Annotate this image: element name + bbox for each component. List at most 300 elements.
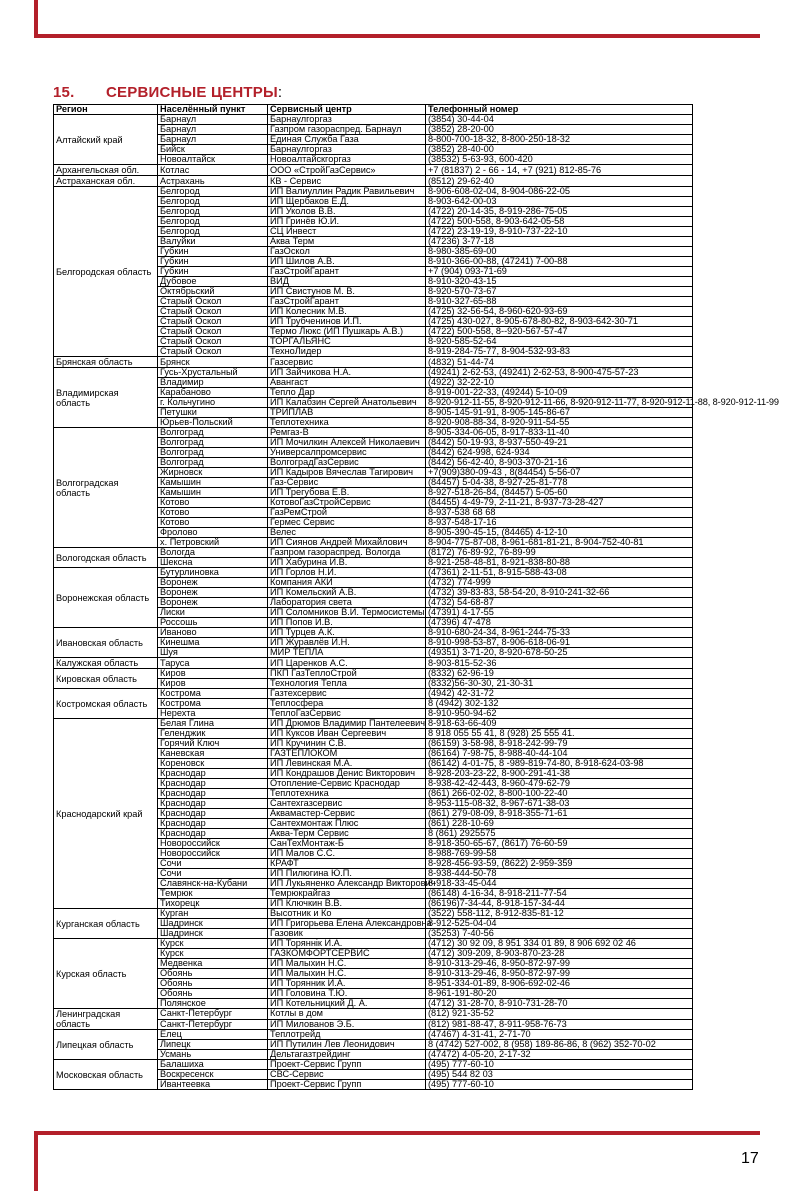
city-cell: Иваново — [158, 628, 268, 638]
city-cell: Тихорецк — [158, 899, 268, 909]
phone-cell: 8-906-608-02-04, 8-904-086-22-05 — [426, 187, 693, 197]
service-center-cell: КВ - Сервис — [268, 176, 426, 187]
phone-cell: (8332)56-30-30, 21-30-31 — [426, 679, 693, 689]
city-cell: Геленджик — [158, 729, 268, 739]
service-center-cell: ИП Хабурина И.В. — [268, 558, 426, 568]
city-cell: Гусь-Хрустальный — [158, 368, 268, 378]
phone-cell: 8-921-258-48-81, 8-921-838-80-88 — [426, 558, 693, 568]
region-cell: Воронежская область — [54, 568, 158, 628]
city-cell: Медвенка — [158, 959, 268, 969]
city-cell: Дубовое — [158, 277, 268, 287]
service-center-cell: Газовик — [268, 929, 426, 939]
phone-cell: (35253) 7-40-56 — [426, 929, 693, 939]
service-center-cell: ИП Котельницкий Д. А. — [268, 999, 426, 1009]
city-cell: х. Петровский — [158, 538, 268, 548]
phone-cell: 8 (4742) 527-002, 8 (958) 189-86-86, 8 (962) 352-70-02 — [426, 1040, 693, 1050]
region-cell: Волгоградская область — [54, 428, 158, 548]
phone-cell: (4712) 30 92 09, 8 951 334 01 89, 8 906 692 02 46 — [426, 939, 693, 949]
phone-cell: (3522) 558-112, 8-912-835-81-12 — [426, 909, 693, 919]
city-cell: Губкин — [158, 267, 268, 277]
phone-cell: 8-953-115-08-32, 8-967-671-38-03 — [426, 799, 693, 809]
phone-cell: 8 918 055 55 41, 8 (928) 25 555 41. — [426, 729, 693, 739]
city-cell: Волгоград — [158, 438, 268, 448]
city-cell: Белгород — [158, 207, 268, 217]
phone-cell: 8-928-203-23-22, 8-900-291-41-38 — [426, 769, 693, 779]
phone-cell: (86196)7-34-44, 8-918-157-34-44 — [426, 899, 693, 909]
service-center-cell: ИП Горлов Н.И. — [268, 568, 426, 578]
service-center-cell: ГАЗКОМФОРТСЕРВИС — [268, 949, 426, 959]
table-row — [54, 176, 693, 187]
phone-cell: 8-910-313-29-46, 8-950-872-97-99 — [426, 969, 693, 979]
phone-cell: (8332) 62-96-19 — [426, 669, 693, 679]
city-cell: Каневская — [158, 749, 268, 759]
city-cell: Воронеж — [158, 598, 268, 608]
service-center-cell: Сантехгазсервис — [268, 799, 426, 809]
table-row — [54, 628, 693, 638]
service-center-cell: ИП Малыхин Н.С. — [268, 959, 426, 969]
city-cell: Шадринск — [158, 929, 268, 939]
city-cell: Бутурлиновка — [158, 568, 268, 578]
phone-cell: +7 (904) 093-71-69 — [426, 267, 693, 277]
city-cell: Старый Оскол — [158, 297, 268, 307]
phone-cell: 8-910-313-29-46, 8-950-872-97-99 — [426, 959, 693, 969]
service-center-cell: Универсалпромсервис — [268, 448, 426, 458]
service-center-cell: ИП Пилюгина Ю.П. — [268, 869, 426, 879]
phone-cell: (4722) 500-558, 8-903-642-05-58 — [426, 217, 693, 227]
city-cell: Брянск — [158, 357, 268, 368]
service-center-cell: ИП Лукьяненко Александр Викторович — [268, 879, 426, 889]
table-row — [54, 368, 693, 378]
city-cell: Горячий Ключ — [158, 739, 268, 749]
phone-cell: (861) 279-08-09, 8-918-355-71-61 — [426, 809, 693, 819]
service-center-cell: ИП Зайчикова Н.А. — [268, 368, 426, 378]
table-body — [54, 114, 779, 1090]
service-center-cell: ТехноЛидер — [268, 347, 426, 357]
service-center-cell: ИП Трубченинов И.П. — [268, 317, 426, 327]
phone-cell: (8442) 50-19-93, 8-937-550-49-21 — [426, 438, 693, 448]
phone-cell: (4712) 309-209, 8-903-870-23-28 — [426, 949, 693, 959]
region-cell: Белгородская область — [54, 187, 158, 357]
city-cell: Старый Оскол — [158, 317, 268, 327]
city-cell: Старый Оскол — [158, 327, 268, 337]
service-center-cell: ИП Шилов А.В. — [268, 257, 426, 267]
service-center-cell: ИП Журавлёв И.Н. — [268, 638, 426, 648]
region-cell: Алтайский край — [54, 115, 158, 165]
phone-cell: 8-937-538 68 68 — [426, 508, 693, 518]
table-row — [54, 568, 693, 578]
city-cell: г. Кольчугино — [158, 398, 268, 408]
service-center-cell: ИП Трегубова Е.В. — [268, 488, 426, 498]
phone-cell: (47236) 3-77-18 — [426, 237, 693, 247]
city-cell: Волгоград — [158, 448, 268, 458]
city-cell: Белая Глина — [158, 719, 268, 729]
service-center-cell: Аква Терм — [268, 237, 426, 247]
region-cell: Курская область — [54, 939, 158, 1009]
city-cell: Старый Оскол — [158, 307, 268, 317]
service-center-cell: ГазСтройГарант — [268, 297, 426, 307]
section-heading — [53, 84, 282, 101]
phone-cell: 8-905-145-91-91, 8-905-145-86-67 — [426, 408, 693, 418]
city-cell: Краснодар — [158, 769, 268, 779]
city-cell: Карабаново — [158, 388, 268, 398]
city-cell: Валуйки — [158, 237, 268, 247]
city-cell: Вологда — [158, 548, 268, 558]
phone-cell: 8-910-327-65-88 — [426, 297, 693, 307]
city-cell: Старый Оскол — [158, 347, 268, 357]
phone-cell: (4725) 430-027, 8-905-678-80-82, 8-903-642-30-71 — [426, 317, 693, 327]
city-cell: Сочи — [158, 869, 268, 879]
table-row — [54, 1030, 693, 1040]
city-cell: Барнаул — [158, 125, 268, 135]
city-cell: Россошь — [158, 618, 268, 628]
table-row — [54, 115, 693, 125]
section-number: 15. — [53, 84, 75, 101]
table-row — [54, 1060, 693, 1070]
service-center-cell: КРАФТ — [268, 859, 426, 869]
table-row — [54, 548, 693, 558]
city-cell: Бийск — [158, 145, 268, 155]
region-cell: Владимирская область — [54, 368, 158, 428]
phone-cell: 8-938-42-42-443, 8-960-479-62-79 — [426, 779, 693, 789]
service-center-cell: Барнаулгоргаз — [268, 145, 426, 155]
region-cell: Костромская область — [54, 689, 158, 719]
phone-cell: (4732) 774-999 — [426, 578, 693, 588]
section-title-colon: : — [277, 84, 283, 101]
city-cell: Усмань — [158, 1050, 268, 1060]
phone-cell: 8-910-680-24-34, 8-961-244-75-33 — [426, 628, 693, 638]
phone-cell: (4732) 39-83-83, 58-54-20, 8-910-241-32-66 — [426, 588, 693, 598]
header-city: Населённый пункт — [158, 105, 268, 115]
phone-cell: 8-905-390-45-15, (84465) 4-12-10 — [426, 528, 693, 538]
table-row — [54, 669, 693, 679]
service-center-cell: ИП Уколов В.В. — [268, 207, 426, 217]
service-center-cell: Лаборатория света — [268, 598, 426, 608]
phone-cell: (47472) 4-05-20, 2-17-32 — [426, 1050, 693, 1060]
phone-cell: (47391) 4-17-55 — [426, 608, 693, 618]
city-cell: Старый Оскол — [158, 337, 268, 347]
phone-cell: (3852) 28-40-00 — [426, 145, 693, 155]
phone-cell: (4722) 23-19-19, 8-910-737-22-10 — [426, 227, 693, 237]
region-cell: Вологодская область — [54, 548, 158, 568]
service-center-cell: ГазРемСтрой — [268, 508, 426, 518]
table-row — [54, 187, 693, 197]
city-cell: Астрахань — [158, 176, 268, 187]
frame-bottom-horizontal-bar — [34, 1131, 760, 1135]
city-cell: Кострома — [158, 699, 268, 709]
city-cell: Барнаул — [158, 115, 268, 125]
service-center-cell: ИП Комельский А.В. — [268, 588, 426, 598]
table-row — [54, 428, 693, 438]
service-center-cell: Теплотехника — [268, 789, 426, 799]
region-cell: Московская область — [54, 1060, 158, 1090]
table-row — [54, 658, 693, 669]
service-center-cell: СанТехМонтаж-Б — [268, 839, 426, 849]
city-cell: Лиски — [158, 608, 268, 618]
phone-cell: (47396) 47-478 — [426, 618, 693, 628]
phone-cell: (86148) 4-16-34, 8-918-211-77-54 — [426, 889, 693, 899]
table-row — [54, 165, 693, 176]
phone-cell: (4712) 31-28-70, 8-910-731-28-70 — [426, 999, 693, 1009]
table-header-row — [54, 105, 693, 115]
phone-cell: (3852) 28-20-00 — [426, 125, 693, 135]
page-number: 17 — [741, 1150, 759, 1167]
phone-cell: (4832) 51-44-74 — [426, 357, 693, 368]
city-cell: Санкт-Петербург — [158, 1009, 268, 1020]
phone-cell: (86164) 7-98-75, 8-988-40-44-104 — [426, 749, 693, 759]
city-cell: Кинешма — [158, 638, 268, 648]
table-row — [54, 1009, 693, 1020]
city-cell: Шадринск — [158, 919, 268, 929]
service-center-cell: ПКП ГазТеплоСтрой — [268, 669, 426, 679]
phone-cell: (4722) 20-14-35, 8-919-286-75-05 — [426, 207, 693, 217]
phone-cell: (4732) 54-68-87 — [426, 598, 693, 608]
service-center-cell: ИП Малов С.С. — [268, 849, 426, 859]
service-center-cell: Газпром газораспред. Барнаул — [268, 125, 426, 135]
city-cell: Обоянь — [158, 989, 268, 999]
city-cell: Елец — [158, 1030, 268, 1040]
service-center-cell: Высотник и Ко — [268, 909, 426, 919]
service-center-cell: ИП Сиянов Андрей Михайлович — [268, 538, 426, 548]
city-cell: Обоянь — [158, 979, 268, 989]
service-center-cell: ИП Дрюмов Владимир Пантелеевич — [268, 719, 426, 729]
service-center-cell: Термо Люкс (ИП Пушкарь А.В.) — [268, 327, 426, 337]
city-cell: Нерехта — [158, 709, 268, 719]
phone-cell: 8-928-456-93-59, (8622) 2-959-359 — [426, 859, 693, 869]
phone-cell: +7(909)380-09-43 , 8(84454) 5-56-07 — [426, 468, 693, 478]
city-cell: Краснодар — [158, 819, 268, 829]
service-center-cell: ИП Милованов Э.Б. — [268, 1019, 426, 1030]
service-center-cell: ИП Соломников В.И. Термосистемы — [268, 608, 426, 618]
phone-cell: 8-937-548-17-16 — [426, 518, 693, 528]
service-center-cell: Теплотрейд — [268, 1030, 426, 1040]
phone-cell: 8-927-518-26-84, (84457) 5-05-60 — [426, 488, 693, 498]
city-cell: Краснодар — [158, 789, 268, 799]
phone-cell: (495) 777-60-10 — [426, 1080, 693, 1090]
frame-top-horizontal-bar — [34, 34, 760, 38]
phone-cell: (4942) 42-31-72 — [426, 689, 693, 699]
city-cell: Губкин — [158, 257, 268, 267]
region-cell: Калужская область — [54, 658, 158, 669]
phone-cell: (84455) 4-49-79, 2-11-21, 8-937-73-28-427 — [426, 498, 693, 508]
city-cell: Обоянь — [158, 969, 268, 979]
city-cell: Краснодар — [158, 799, 268, 809]
service-center-cell: ИП Щербаков Е.Д. — [268, 197, 426, 207]
service-center-cell: Проект-Сервис Групп — [268, 1080, 426, 1090]
service-center-cell: ВолгоградГазСервис — [268, 458, 426, 468]
phone-cell: (8442) 56-42-40, 8-903-370-21-16 — [426, 458, 693, 468]
region-cell: Астраханская обл. — [54, 176, 158, 187]
city-cell: Петушки — [158, 408, 268, 418]
service-center-cell: ИП Кондрашов Денис Викторович — [268, 769, 426, 779]
city-cell: Санкт-Петербург — [158, 1019, 268, 1030]
service-center-cell: ТОРГАЛЬЯНС — [268, 337, 426, 347]
service-center-cell: Технология Тепла — [268, 679, 426, 689]
phone-cell: 8-920-570-73-67 — [426, 287, 693, 297]
city-cell: Темрюк — [158, 889, 268, 899]
region-cell: Ивановская область — [54, 628, 158, 658]
service-center-cell: ИП Царенков А.С. — [268, 658, 426, 669]
city-cell: Новоалтайск — [158, 155, 268, 165]
phone-cell: 8-918-350-65-67, (8617) 76-60-59 — [426, 839, 693, 849]
phone-cell: (861) 228-10-69 — [426, 819, 693, 829]
phone-cell: 8-800-700-18-32, 8-800-250-18-32 — [426, 135, 693, 145]
city-cell: Новороссийск — [158, 839, 268, 849]
phone-cell: 8-988-769-99-58 — [426, 849, 693, 859]
service-center-cell: Барнаулгоргаз — [268, 115, 426, 125]
service-center-cell: СЦ Инвест — [268, 227, 426, 237]
service-center-cell: Тепло Дар — [268, 388, 426, 398]
header-phone: Телефонный номер — [426, 105, 693, 115]
service-center-cell: Аква-Терм Сервис — [268, 829, 426, 839]
region-cell: Ленинградская область — [54, 1009, 158, 1030]
service-center-cell: Велес — [268, 528, 426, 538]
table-row — [54, 689, 693, 699]
phone-cell: 8-918-63-66-409 — [426, 719, 693, 729]
service-center-cell: Газ-Сервис — [268, 478, 426, 488]
city-cell: Котово — [158, 498, 268, 508]
city-cell: Котово — [158, 508, 268, 518]
service-center-cell: Авангаст — [268, 378, 426, 388]
phone-cell: 8-961-191-80-20 — [426, 989, 693, 999]
city-cell: Краснодар — [158, 829, 268, 839]
city-cell: Котово — [158, 518, 268, 528]
phone-cell: (861) 266-02-02, 8-800-100-22-40 — [426, 789, 693, 799]
table-row — [54, 357, 693, 368]
region-cell: Архангельская обл. — [54, 165, 158, 176]
service-center-cell: ИП Колесник М.В. — [268, 307, 426, 317]
phone-cell: 8-920-912-11-55, 8-920-912-11-66, 8-920-912-11-77, 8-920-912-11-88, 8-920-912-11-99 — [426, 398, 693, 408]
city-cell: Сочи — [158, 859, 268, 869]
service-center-cell: Компания АКИ — [268, 578, 426, 588]
phone-cell: (49351) 3-71-20, 8-920-678-50-25 — [426, 648, 693, 658]
phone-cell: 8 (861) 2925575 — [426, 829, 693, 839]
city-cell: Киров — [158, 669, 268, 679]
phone-cell: (38532) 5-63-93, 600-420 — [426, 155, 693, 165]
city-cell: Курск — [158, 949, 268, 959]
city-cell: Таруса — [158, 658, 268, 669]
service-center-cell: Проект-Сервис Групп — [268, 1060, 426, 1070]
city-cell: Славянск-на-Кубани — [158, 879, 268, 889]
header-region: Регион — [54, 105, 158, 115]
city-cell: Воскресенск — [158, 1070, 268, 1080]
phone-cell: +7 (81837) 2 - 66 - 14, +7 (921) 812-85-76 — [426, 165, 693, 176]
city-cell: Киров — [158, 679, 268, 689]
city-cell: Воронеж — [158, 588, 268, 598]
service-centers-table — [53, 104, 779, 1090]
service-center-cell: ИП Григорьева Елена Александровна — [268, 919, 426, 929]
phone-cell: 8-951-334-01-89, 8-906-692-02-46 — [426, 979, 693, 989]
city-cell: Фролово — [158, 528, 268, 538]
frame-top-vertical-bar — [34, 0, 38, 38]
city-cell: Новороссийск — [158, 849, 268, 859]
service-center-cell: Темрюкрайгаз — [268, 889, 426, 899]
region-cell: Курганская область — [54, 909, 158, 939]
header-service-center: Сервисный центр — [268, 105, 426, 115]
service-center-cell: ИП Малыхин Н.С. — [268, 969, 426, 979]
city-cell: Барнаул — [158, 135, 268, 145]
phone-cell: (8442) 624-998, 624-934 — [426, 448, 693, 458]
section-title: СЕРВИСНЫЕ ЦЕНТРЫ — [106, 84, 278, 101]
phone-cell: (8512) 29-62-40 — [426, 176, 693, 187]
phone-cell: 8-904-775-87-08, 8-961-681-81-21, 8-904-752-40-81 — [426, 538, 693, 548]
phone-cell: 8-910-998-53-87, 8-906-618-06-91 — [426, 638, 693, 648]
phone-cell: (8172) 76-89-92, 76-89-99 — [426, 548, 693, 558]
service-center-cell: ИП Кручинин С.В. — [268, 739, 426, 749]
service-center-cell: СВС-Сервис — [268, 1070, 426, 1080]
phone-cell: 8-910-366-00-88, (47241) 7-00-88 — [426, 257, 693, 267]
city-cell: Жирновск — [158, 468, 268, 478]
service-center-cell: ГАЗТЕПЛОКОМ — [268, 749, 426, 759]
city-cell: Белгород — [158, 187, 268, 197]
city-cell: Курган — [158, 909, 268, 919]
phone-cell: 8-980-385-69-00 — [426, 247, 693, 257]
city-cell: Шуя — [158, 648, 268, 658]
service-center-cell: Газтехсервис — [268, 689, 426, 699]
phone-cell: 8-910-950-94-62 — [426, 709, 693, 719]
phone-cell: (47361) 2-11-51, 8-915-588-43-08 — [426, 568, 693, 578]
city-cell: Курск — [158, 939, 268, 949]
phone-cell: (4922) 32-22-10 — [426, 378, 693, 388]
service-center-cell: Газсервис — [268, 357, 426, 368]
service-center-cell: Новоалтайскгоргаз — [268, 155, 426, 165]
city-cell: Кострома — [158, 689, 268, 699]
phone-cell: 8-920-908-88-34, 8-920-911-54-55 — [426, 418, 693, 428]
phone-cell: (812) 981-88-47, 8-911-958-76-73 — [426, 1019, 693, 1030]
phone-cell: 8 (4942) 302-132 — [426, 699, 693, 709]
phone-cell: 8-919-284-75-77, 8-904-532-93-83 — [426, 347, 693, 357]
service-center-cell: ИП Мочилкин Алексей Николаевич — [268, 438, 426, 448]
phone-cell: 8-938-444-50-78 — [426, 869, 693, 879]
city-cell: Шексна — [158, 558, 268, 568]
table-row — [54, 719, 693, 729]
table-row — [54, 909, 693, 919]
city-cell: Воронеж — [158, 578, 268, 588]
service-center-cell: ИП Торяннік И.А. — [268, 939, 426, 949]
service-center-cell: ИП Кадыров Вячеслав Тагирович — [268, 468, 426, 478]
phone-cell: 8-920-585-52-64 — [426, 337, 693, 347]
phone-cell: (3854) 30-44-04 — [426, 115, 693, 125]
phone-cell: 8-912-525-04-04 — [426, 919, 693, 929]
service-center-cell: Теплотехника — [268, 418, 426, 428]
service-center-cell: ООО «СтройГазСервис» — [268, 165, 426, 176]
service-center-cell: Газпром газораспред. Вологда — [268, 548, 426, 558]
region-cell: Кировская область — [54, 669, 158, 689]
phone-cell: 8-918-33-45-044 — [426, 879, 693, 889]
service-center-cell: ГазОскол — [268, 247, 426, 257]
service-center-cell: ИП Торянник И.А. — [268, 979, 426, 989]
region-cell: Липецкая область — [54, 1030, 158, 1060]
service-center-cell: ТеплоГазСервис — [268, 709, 426, 719]
phone-cell: (86142) 4-01-75, 8 -989-819-74-80, 8-918-624-03-98 — [426, 759, 693, 769]
service-center-cell: ИП Свистунов М. В. — [268, 287, 426, 297]
service-center-cell: Отопление-Сервис Краснодар — [268, 779, 426, 789]
phone-cell: 8-903-815-52-36 — [426, 658, 693, 669]
city-cell: Полянское — [158, 999, 268, 1009]
region-cell: Краснодарский край — [54, 719, 158, 909]
phone-cell: (86159) 3-58-98, 8-918-242-99-79 — [426, 739, 693, 749]
city-cell: Краснодар — [158, 809, 268, 819]
service-center-cell: Сантехмонтаж Плюс — [268, 819, 426, 829]
service-center-cell: МИР ТЕПЛА — [268, 648, 426, 658]
phone-cell: (4725) 32-56-54, 8-960-620-93-69 — [426, 307, 693, 317]
city-cell: Белгород — [158, 217, 268, 227]
service-center-cell: ИП Калабзин Сергей Анатольевич — [268, 398, 426, 408]
service-center-cell: Ремгаз-В — [268, 428, 426, 438]
service-center-cell: ИП Головина Т.Ю. — [268, 989, 426, 999]
phone-cell: (84457) 5-04-38, 8-927-25-81-778 — [426, 478, 693, 488]
city-cell: Камышин — [158, 478, 268, 488]
service-center-cell: ИП Путилин Лев Леонидович — [268, 1040, 426, 1050]
